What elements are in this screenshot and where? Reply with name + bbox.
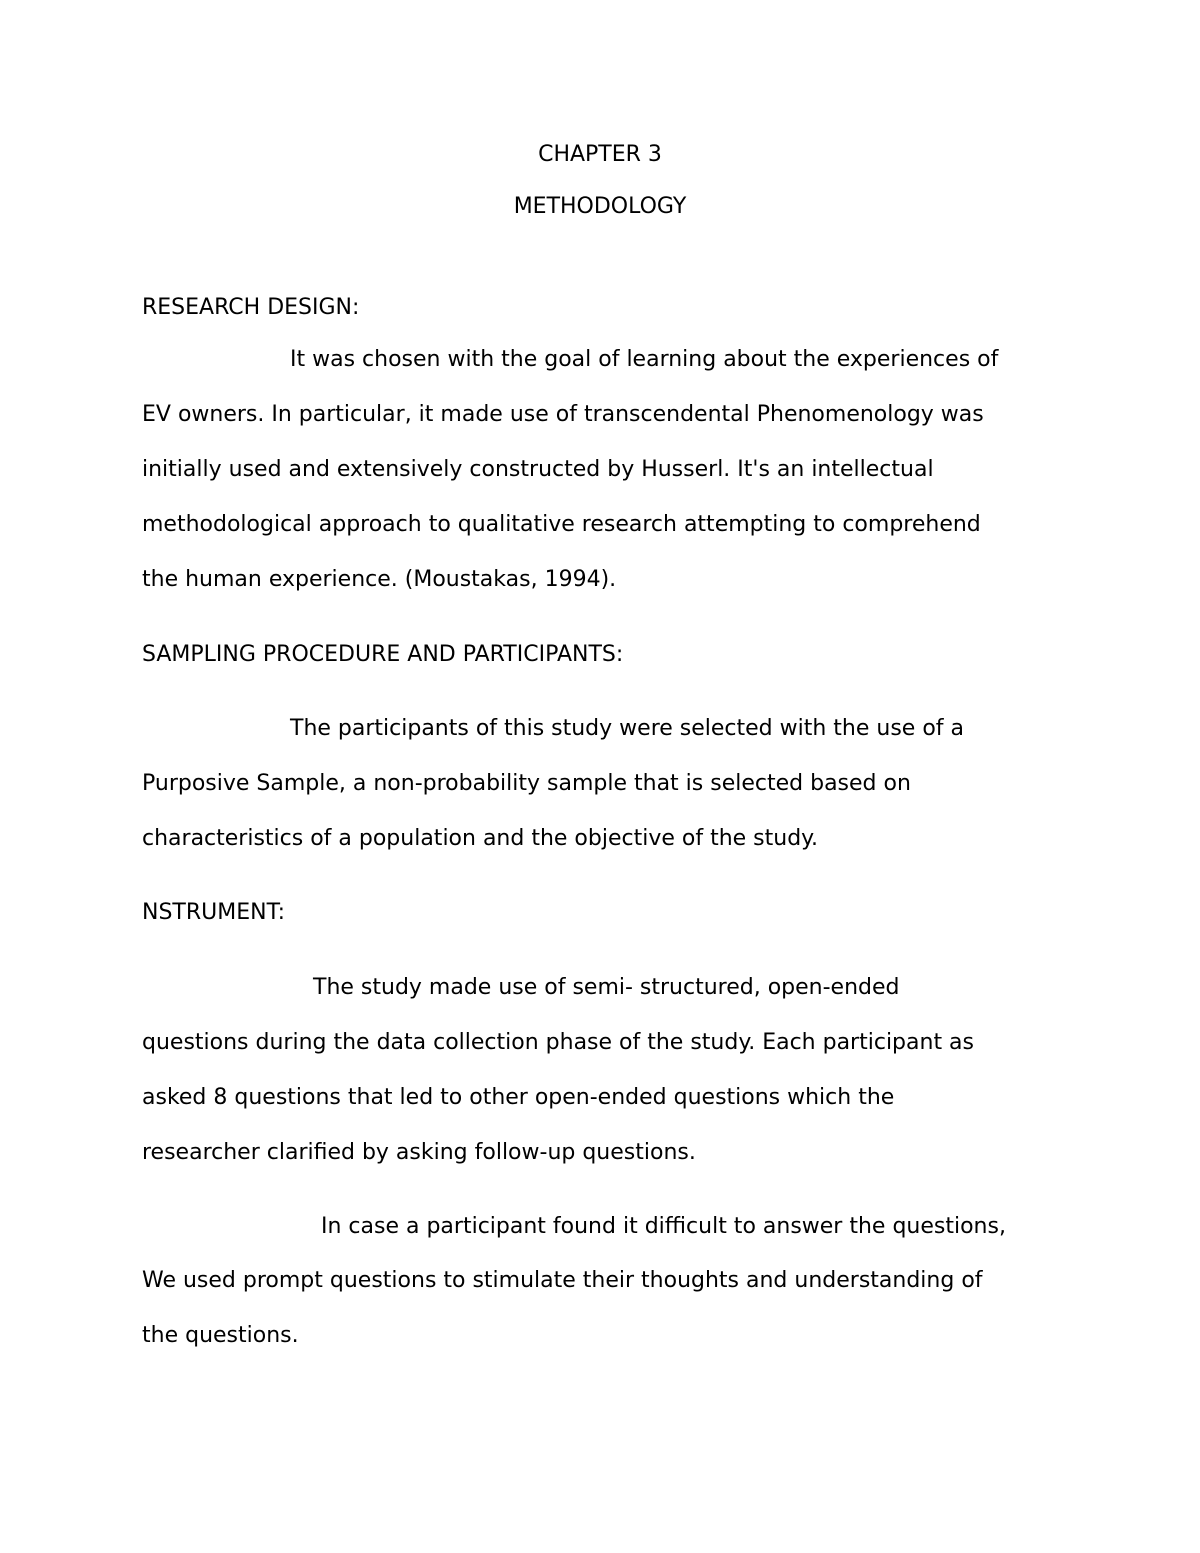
paragraph-line: The participants of this study were selected with the use of a [290, 716, 965, 741]
paragraph-line: The study made use of semi- structured, open-ended [313, 975, 900, 1000]
paragraph-line: We used prompt questions to stimulate their thoughts and understanding of [142, 1268, 983, 1293]
paragraph-line: methodological approach to qualitative research attempting to comprehend [142, 512, 981, 537]
paragraph-line: questions during the data collection phase of the study. Each participant as [142, 1030, 975, 1055]
paragraph-line: characteristics of a population and the objective of the study. [142, 826, 819, 851]
section-heading: SAMPLING PROCEDURE AND PARTICIPANTS: [142, 642, 624, 667]
chapter-number: CHAPTER 3 [538, 142, 662, 167]
paragraph-line: the human experience. (Moustakas, 1994). [142, 567, 617, 592]
paragraph-line: the questions. [142, 1323, 299, 1348]
paragraph-line: In case a participant found it difficult to answer the questions, [321, 1214, 1006, 1239]
paragraph-line: asked 8 questions that led to other open-ended questions which the [142, 1085, 895, 1110]
paragraph-line: initially used and extensively constructed by Husserl. It's an intellectual [142, 457, 934, 482]
paragraph-line: EV owners. In particular, it made use of transcendental Phenomenology was [142, 402, 984, 427]
paragraph-line: Purposive Sample, a non-probability sample that is selected based on [142, 771, 911, 796]
paragraph-line: researcher clarified by asking follow-up questions. [142, 1140, 696, 1165]
section-heading: RESEARCH DESIGN: [142, 295, 360, 320]
section-heading: NSTRUMENT: [142, 900, 286, 925]
paragraph-line: It was chosen with the goal of learning about the experiences of [290, 347, 999, 372]
chapter-title: METHODOLOGY [513, 194, 687, 219]
